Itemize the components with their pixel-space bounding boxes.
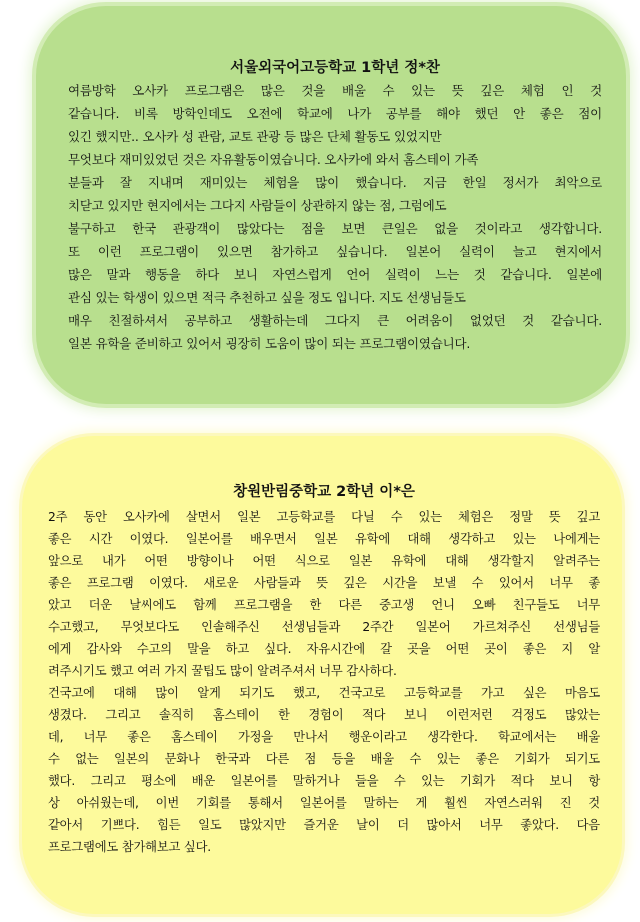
testimonial-line: 또 이런 프로그램이 있으면 참가하고 싶습니다. 일본어 실력이 늘고 현지에서 xyxy=(68,244,602,259)
testimonial-line: 매우 친절하셔서 공부하고 생활하는데 그다지 큰 어려움이 없었던 것 같습니다. xyxy=(68,313,602,328)
testimonial-line: 앞으로 내가 어떤 방향이나 어떤 식으로 일본 유학에 대해 생각할지 알려주는 xyxy=(48,554,600,568)
testimonial-line: 데, 너무 좋은 홈스테이 가정을 만나서 행운이라고 생각한다. 학교에서는 배울 xyxy=(48,730,600,744)
testimonial-line: 관심 있는 학생이 있으면 적극 추천하고 싶을 정도 입니다. 지도 선생님들도 xyxy=(68,290,466,305)
testimonial-body xyxy=(68,79,602,355)
testimonial-line: 건국고에 대해 많이 알게 되기도 했고, 건국고로 고등학교를 가고 싶은 마음도 xyxy=(48,686,600,700)
testimonial-line: 수고했고, 무엇보다도 인솔해주신 선생님들과 2주간 일본어 가르쳐주신 선생님들 xyxy=(48,620,600,634)
testimonial-line: 상 아쉬웠는데, 이번 기회를 통해서 일본어를 말하는 게 훨씬 자연스러워 진 것 xyxy=(48,796,600,810)
testimonial-line: 했다. 그리고 평소에 배운 일본어를 말하거나 들을 수 있는 기회가 적다 보니 항 xyxy=(48,774,600,788)
testimonial-line: 좋은 시간 이였다. 일본어를 배우면서 일본 유학에 대해 생각하고 있는 나에게는 xyxy=(48,532,600,546)
testimonial-line: 려주시기도 했고 여러 가지 꿀팁도 많이 알려주셔서 너무 감사하다. xyxy=(48,664,397,678)
testimonial-line: 무엇보다 재미있었던 것은 자유활동이였습니다. 오사카에 와서 홈스테이 가족 xyxy=(68,152,479,167)
testimonial-card-green xyxy=(36,6,626,404)
testimonial-line: 불구하고 한국 관광객이 많았다는 점을 보면 큰일은 없을 것이라고 생각합니다. xyxy=(68,221,602,236)
testimonial-line: 여름방학 오사카 프로그램은 많은 것을 배울 수 있는 뜻 깊은 체험 인 것 xyxy=(68,83,602,98)
testimonial-line: 있긴 했지만.. 오사카 성 관람, 교토 관광 등 많은 단체 활동도 있었지만 xyxy=(68,129,442,144)
testimonial-line: 분들과 잘 지내며 재미있는 체험을 많이 했습니다. 지금 한일 정서가 최악으로 xyxy=(68,175,602,190)
testimonial-line: 같습니다. 비록 방학인데도 오전에 학교에 나가 공부를 해야 했던 안 좋은 점이 xyxy=(68,106,602,121)
testimonial-line: 좋은 프로그램 이였다. 새로운 사람들과 뜻 깊은 시간을 보낼 수 있어서 너무 좋 xyxy=(48,576,600,590)
testimonial-line: 일본 유학을 준비하고 있어서 굉장히 도움이 많이 되는 프로그램이였습니다. xyxy=(68,336,471,351)
testimonial-title: 서울외국어고등학교 1학년 정*찬 xyxy=(230,60,440,76)
testimonial-line: 생겼다. 그리고 솔직히 홈스테이 한 경험이 적다 보니 이런저런 걱정도 많았는 xyxy=(48,708,600,722)
testimonial-line: 치닫고 있지만 현지에서는 그다지 사람들이 상관하지 않는 점, 그럼에도 xyxy=(68,198,447,213)
testimonial-body xyxy=(48,506,600,858)
testimonial-title: 창원반림중학교 2학년 이*은 xyxy=(233,484,415,500)
testimonial-line: 에게 감사와 수고의 말을 하고 싶다. 자유시간에 갈 곳을 어떤 곳이 좋은 지 알 xyxy=(48,642,600,656)
testimonial-card-yellow xyxy=(22,436,622,914)
testimonial-line: 았고 더운 날씨에도 함께 프로그램을 한 다른 중고생 언니 오빠 친구들도 너무 xyxy=(48,598,600,612)
testimonial-line: 프로그램에도 참가해보고 싶다. xyxy=(48,840,211,854)
testimonial-line: 같아서 기쁘다. 힘든 일도 많았지만 즐거운 날이 더 많아서 너무 좋았다. 다음 xyxy=(48,818,600,832)
testimonial-line: 2주 동안 오사카에 살면서 일본 고등학교를 다닐 수 있는 체험은 정말 뜻 깊고 xyxy=(48,510,600,524)
testimonial-line: 많은 말과 행동을 하다 보니 자연스럽게 언어 실력이 느는 것 같습니다. 일본에 xyxy=(68,267,602,282)
testimonial-line: 수 없는 일본의 문화나 한국과 다른 점 등을 배울 수 있는 좋은 기회가 되기도 xyxy=(48,752,600,766)
